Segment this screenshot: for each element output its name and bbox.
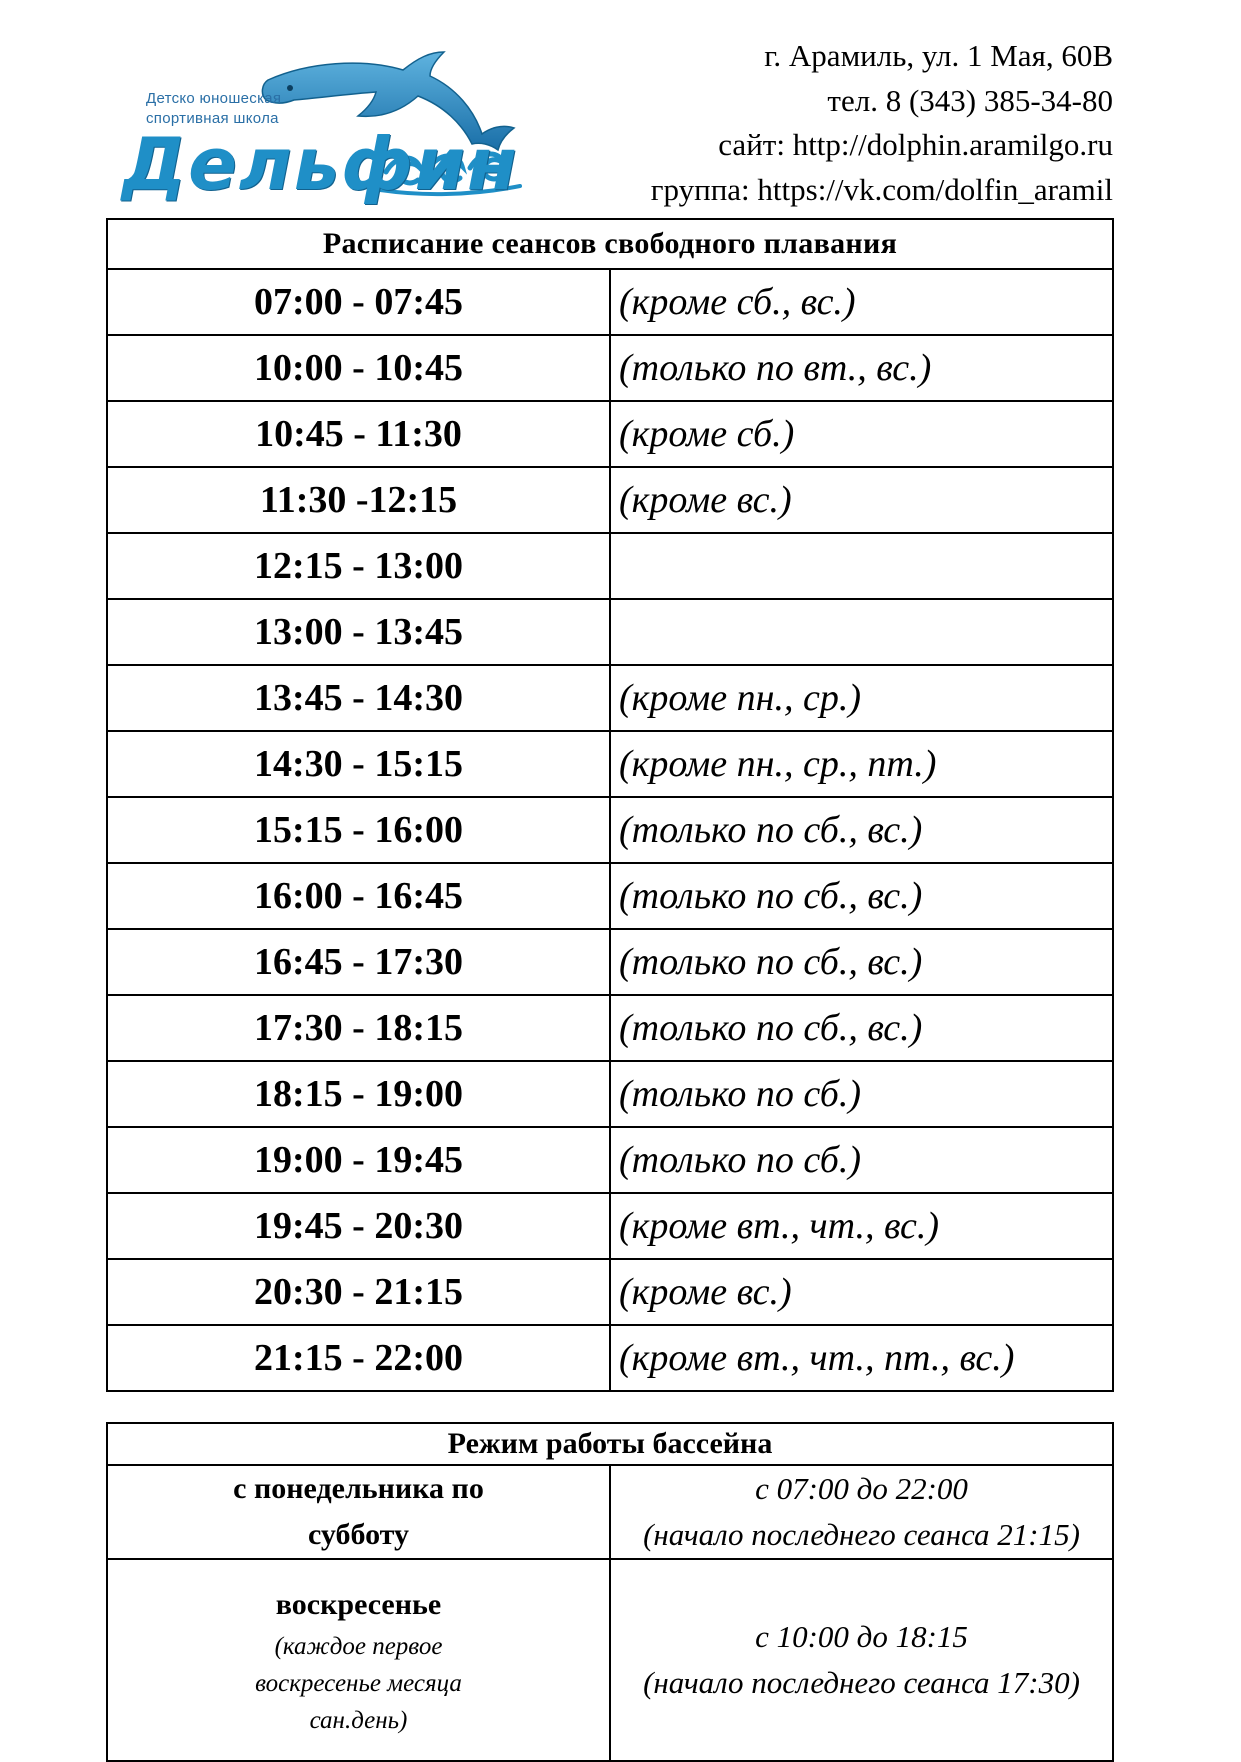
schedule-row — [107, 467, 1113, 533]
session-time: 19:45 - 20:30 — [107, 1193, 610, 1259]
sunday-note-line3: сан.день) — [309, 1706, 408, 1734]
schedule-row — [107, 599, 1113, 665]
schedule-row — [107, 1259, 1113, 1325]
phone: тел. 8 (343) 385-34-80 — [827, 82, 1113, 118]
session-time: 16:45 - 17:30 — [107, 929, 610, 995]
session-note: (только по сб.) — [610, 1061, 1113, 1127]
session-time: 07:00 - 07:45 — [107, 269, 610, 335]
hours-row-weekdays — [107, 1465, 1113, 1559]
hours-title: Режим работы бассейна — [107, 1423, 1113, 1465]
schedule-row — [107, 797, 1113, 863]
sunday-label — [107, 1559, 610, 1761]
session-time: 12:15 - 13:00 — [107, 533, 610, 599]
session-note: (кроме вт., чт., пт., вс.) — [610, 1325, 1113, 1391]
session-time: 13:00 - 13:45 — [107, 599, 610, 665]
session-note — [610, 599, 1113, 665]
logo-subtitle-line1: Детско юношеская — [146, 90, 282, 107]
session-time: 20:30 - 21:15 — [107, 1259, 610, 1325]
session-time: 15:15 - 16:00 — [107, 797, 610, 863]
session-note: (только по сб.) — [610, 1127, 1113, 1193]
weekdays-label-line1: с понедельника по — [233, 1472, 484, 1505]
site-link[interactable]: сайт: http://dolphin.aramilgo.ru — [718, 127, 1113, 162]
session-note — [610, 533, 1113, 599]
session-time: 11:30 -12:15 — [107, 467, 610, 533]
schedule-row — [107, 929, 1113, 995]
session-note: (кроме вс.) — [610, 467, 1113, 533]
session-time: 16:00 - 16:45 — [107, 863, 610, 929]
schedule-row — [107, 665, 1113, 731]
hours-table — [106, 1422, 1114, 1762]
session-note: (кроме вс.) — [610, 1259, 1113, 1325]
logo-subtitle-line2: спортивная школа — [146, 110, 279, 127]
contacts — [651, 34, 1113, 212]
logo — [118, 44, 566, 204]
logo-name: Дельфин — [122, 122, 519, 206]
schedule-body — [107, 269, 1113, 1391]
session-note: (только по сб., вс.) — [610, 797, 1113, 863]
schedule-row — [107, 995, 1113, 1061]
weekdays-value — [610, 1465, 1113, 1559]
sunday-value — [610, 1559, 1113, 1761]
schedule-row — [107, 269, 1113, 335]
schedule-row — [107, 1193, 1113, 1259]
session-note: (кроме пн., ср., пт.) — [610, 731, 1113, 797]
session-time: 21:15 - 22:00 — [107, 1325, 610, 1391]
sunday-label-text: воскресенье — [275, 1587, 442, 1621]
sunday-value-line2: (начало последнего сеанса 17:30) — [643, 1665, 1080, 1700]
session-note: (только по сб., вс.) — [610, 929, 1113, 995]
schedule-row — [107, 1325, 1113, 1391]
session-time: 10:45 - 11:30 — [107, 401, 610, 467]
sunday-note-line1: (каждое первое — [274, 1632, 443, 1660]
schedule-row — [107, 335, 1113, 401]
schedule-title: Расписание сеансов свободного плавания — [107, 219, 1113, 269]
session-note: (кроме пн., ср.) — [610, 665, 1113, 731]
session-time: 13:45 - 14:30 — [107, 665, 610, 731]
weekdays-value-line1: с 07:00 до 22:00 — [755, 1471, 968, 1506]
session-time: 19:00 - 19:45 — [107, 1127, 610, 1193]
session-note: (кроме вт., чт., вс.) — [610, 1193, 1113, 1259]
hours-row-sunday — [107, 1559, 1113, 1761]
session-time: 10:00 - 10:45 — [107, 335, 610, 401]
sunday-note-line2: воскресенье месяца — [255, 1669, 462, 1697]
weekdays-label-line2: субботу — [307, 1518, 410, 1551]
schedule-row — [107, 1127, 1113, 1193]
session-time: 17:30 - 18:15 — [107, 995, 610, 1061]
weekdays-label — [107, 1465, 610, 1559]
session-note: (кроме сб.) — [610, 401, 1113, 467]
session-note: (кроме сб., вс.) — [610, 269, 1113, 335]
hours-header-row — [107, 1423, 1113, 1465]
group-link[interactable]: группа: https://vk.com/dolfin_aramil — [650, 171, 1113, 207]
session-note: (только по сб., вс.) — [610, 863, 1113, 929]
schedule-header-row — [107, 219, 1113, 269]
sunday-value-line1: с 10:00 до 18:15 — [755, 1619, 968, 1654]
schedule-row — [107, 401, 1113, 467]
session-note: (только по вт., вс.) — [610, 335, 1113, 401]
schedule-row — [107, 731, 1113, 797]
schedule-table — [106, 218, 1114, 1392]
schedule-row — [107, 533, 1113, 599]
schedule-row — [107, 863, 1113, 929]
session-time: 18:15 - 19:00 — [107, 1061, 610, 1127]
schedule-row — [107, 1061, 1113, 1127]
weekdays-value-line2: (начало последнего сеанса 21:15) — [643, 1517, 1080, 1552]
session-time: 14:30 - 15:15 — [107, 731, 610, 797]
address: г. Арамиль, ул. 1 Мая, 60В — [764, 38, 1113, 73]
session-note: (только по сб., вс.) — [610, 995, 1113, 1061]
